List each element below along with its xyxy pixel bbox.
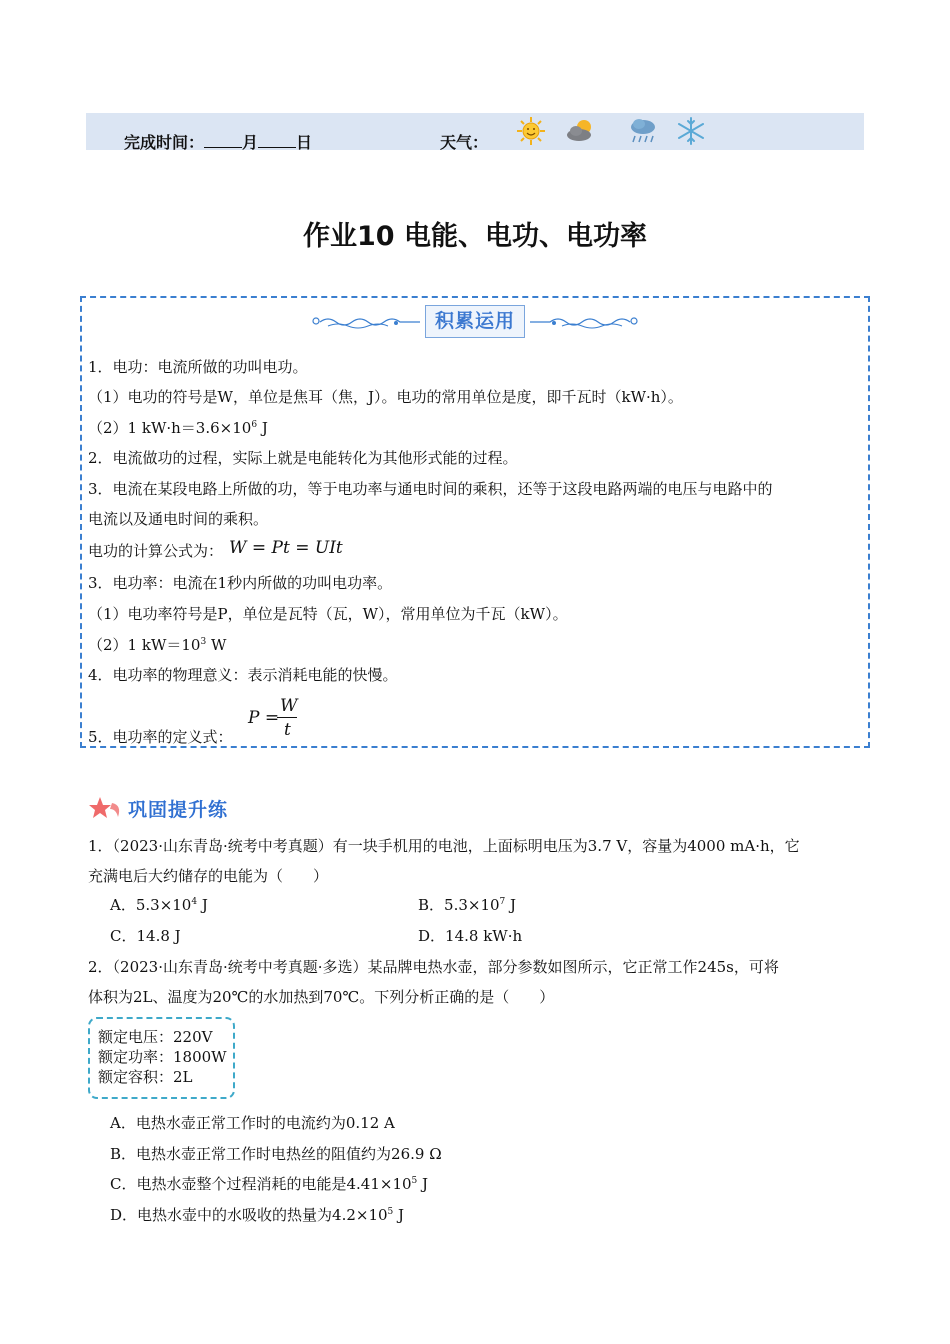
knowledge-line: （1）电功率符号是P，单位是瓦特（瓦，W），常用单位为千瓦（kW）。 xyxy=(88,605,568,623)
month-label: 月 xyxy=(242,133,259,152)
q2-option-d[interactable]: D．电热水壶中的水吸收的热量为$4.2\times 10^5$ J xyxy=(110,1206,405,1224)
electric-work-formula: W = Pt = UIt xyxy=(229,538,343,558)
q2-option-c[interactable]: C．电热水壶整个过程消耗的电能是$4.41\times 10^5$ J xyxy=(110,1175,429,1193)
knowledge-line: （2）1 $kW\cdot h=3.6\times 10^6$ J xyxy=(88,419,268,437)
question-2-stem: 2．（2023·山东青岛·统考中考真题·多选）某品牌电热水壶，部分参数如图所示，它正常工作245s，可将 xyxy=(88,958,779,976)
knowledge-line: 4．电功率的物理意义：表示消耗电能的快慢。 xyxy=(88,666,398,684)
star-icon xyxy=(88,795,126,823)
power-definition-formula: P = W t xyxy=(248,696,298,740)
sun-icon[interactable] xyxy=(514,116,548,146)
completion-time xyxy=(124,130,312,153)
question-1-stem: 充满电后大约储存的电能为（ ） xyxy=(88,867,329,885)
q1-option-a[interactable]: A．$5.3\times 10^4$ J xyxy=(110,896,208,914)
knowledge-line: （1）电功的符号是W，单位是焦耳（焦，J）。电功的常用单位是度，即千瓦时（kW·h）。 xyxy=(88,388,683,406)
knowledge-line: 3．电功率：电流在1秒内所做的功叫电功率。 xyxy=(88,574,393,592)
question-2-stem: 体积为2L、温度为20℃的水加热到70℃。下列分析正确的是（ ） xyxy=(88,988,555,1006)
day-blank[interactable] xyxy=(258,133,296,148)
month-blank[interactable] xyxy=(204,133,242,148)
rated-power: 额定功率：1800W xyxy=(98,1048,227,1066)
knowledge-line: 1．电功：电流所做的功叫电功。 xyxy=(88,358,308,376)
knowledge-line: 2．电流做功的过程，实际上就是电能转化为其他形式能的过程。 xyxy=(88,449,518,467)
header-bar xyxy=(86,113,864,150)
q2-option-a[interactable]: A．电热水壶正常工作时的电流约为0.12 A xyxy=(110,1114,395,1132)
rain-icon[interactable] xyxy=(626,116,660,146)
day-label: 日 xyxy=(296,133,313,152)
snowflake-icon[interactable] xyxy=(674,116,708,146)
weather-label: 天气： xyxy=(440,133,489,152)
q1-option-b[interactable]: B．$5.3\times 10^7$ J xyxy=(418,896,517,914)
knowledge-line: 5．电功率的定义式： xyxy=(88,728,233,746)
practice-section-label: 巩固提升练 xyxy=(128,799,229,821)
time-label: 完成时间： xyxy=(124,133,205,152)
cloudy-icon[interactable] xyxy=(564,116,598,146)
q2-option-b[interactable]: B．电热水壶正常工作时电热丝的阻值约为26.9 Ω xyxy=(110,1145,442,1163)
knowledge-line: 电功的计算公式为： W = Pt = UIt xyxy=(88,538,343,560)
knowledge-line: 电流以及通电时间的乘积。 xyxy=(88,510,269,528)
q1-option-c[interactable]: C．14.8 J xyxy=(110,927,181,945)
rated-capacity: 额定容积：2L xyxy=(98,1068,193,1086)
knowledge-line: （2）1 $kW=10^3$ W xyxy=(88,636,227,654)
rated-voltage: 额定电压：220V xyxy=(98,1028,213,1046)
knowledge-line: 3．电流在某段电路上所做的功，等于电功率与通电时间的乘积，还等于这段电路两端的电压与电路中的 xyxy=(88,480,773,498)
q1-option-d[interactable]: D．14.8 kW·h xyxy=(418,927,523,945)
accumulate-apply-badge: 积累运用 xyxy=(425,305,525,338)
page-title: 作业10 电能、电功、电功率 xyxy=(303,221,647,252)
wave-left-decoration xyxy=(308,314,422,330)
question-1-stem: 1．（2023·山东青岛·统考中考真题）有一块手机用的电池，上面标明电压为3.7 V，容量为4000 mA·h，它 xyxy=(88,837,800,855)
wave-right-decoration xyxy=(528,314,642,330)
